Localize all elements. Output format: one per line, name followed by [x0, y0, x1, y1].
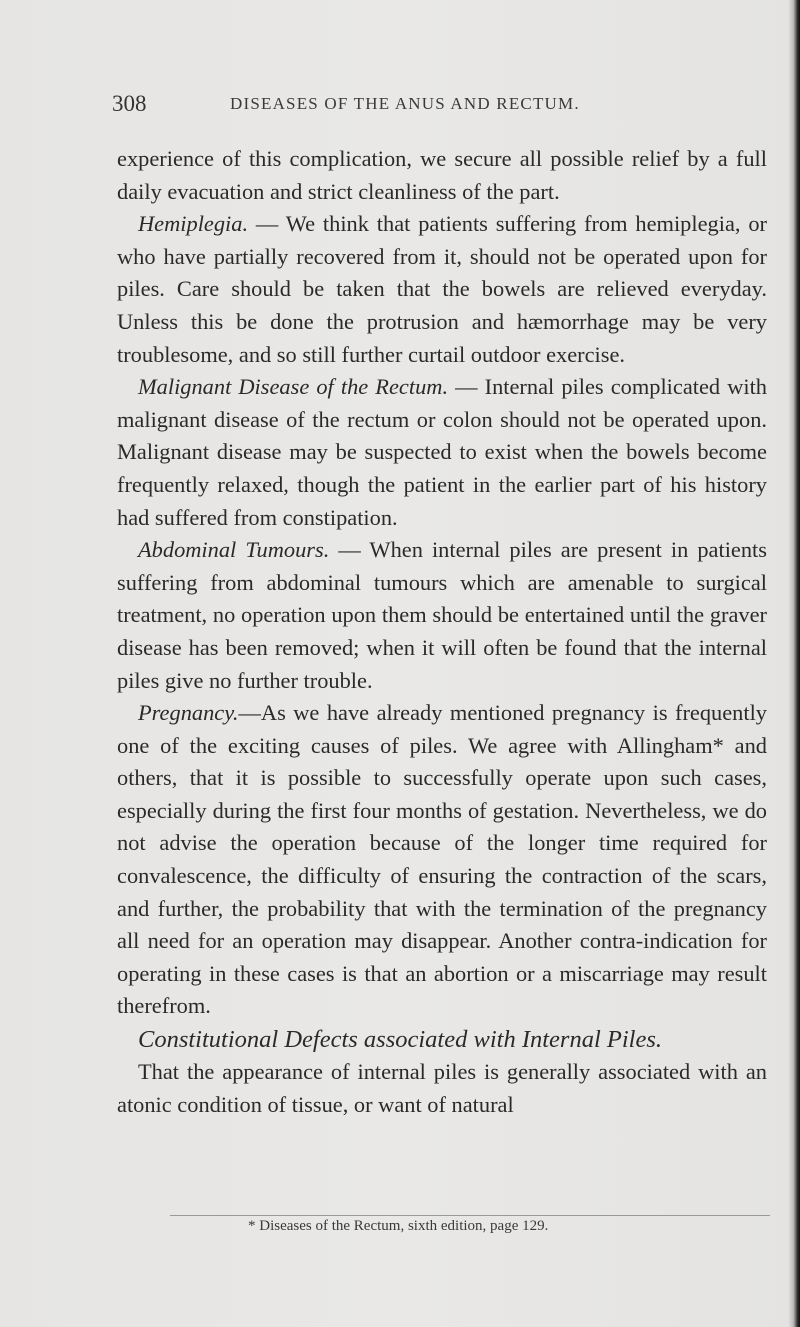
paragraph-constitutional: That the appearance of internal piles is generally associated with an atonic condition of tissue, or want of natural	[117, 1059, 767, 1117]
paragraph-text: — Internal piles complicated with malignant disease of the rectum or colon should not be operated upon. Malignant disease may be suspected to exist when the bowels become frequently relaxed, though the patient in the earlier part of his history had suffered from constipation.	[117, 374, 768, 530]
paragraph-hemiplegia	[117, 208, 767, 371]
paragraph-abdominal-tumours	[117, 534, 767, 697]
section-heading: Constitutional Defects associated with Internal Piles.	[138, 1026, 662, 1054]
footnote-divider	[170, 1215, 770, 1216]
running-title: DISEASES OF THE ANUS AND RECTUM.	[230, 94, 580, 113]
paragraph-lead: Abdominal Tumours.	[138, 537, 330, 563]
paragraph-intro	[117, 143, 767, 208]
paragraph-text: —As we have already mentioned pregnancy is frequently one of the exciting causes of piles. We agree with Allingham* and others, that it is possible to successfully operate upon such cases, especially during the first four months of gestation. Nevertheless, we do not advise the operation because of the longer time required for convalescence, the difficulty of ensuring the contraction of the scars, and further, the probability that with the termination of the pregnancy all need for an operation may disappear. Another contra-indication for operating in these cases is that an abortion or a miscarriage may result therefrom.	[117, 700, 767, 1019]
page-edge-shadow	[788, 0, 800, 1327]
paragraph-lead: Malignant Disease of the Rectum.	[138, 374, 449, 400]
body-text	[117, 143, 767, 1121]
footnote: * Diseases of the Rectum, sixth edition, page 129.	[248, 1218, 549, 1234]
page-number: 308	[112, 91, 147, 116]
paragraph-pregnancy	[117, 697, 767, 1023]
page-header	[112, 91, 772, 119]
paragraph-lead: Pregnancy.	[138, 700, 239, 726]
paragraph-text: — When internal piles are present in patients suffering from abdominal tumours which are amenable to surgical treatment, no operation upon them should be entertained until the graver disease has been removed; when it will often be found that the internal piles give no further trouble.	[117, 537, 767, 693]
paragraph-lead: Hemiplegia.	[138, 211, 249, 237]
paragraph-text: experience of this complication, we secure all possible relief by a full daily evacuation and strict cleanliness of the part.	[117, 146, 767, 204]
paragraph-text: — We think that patients suffering from hemiplegia, or who have partially recovered from it, should not be operated upon for piles. Care should be taken that the bowels are relieved everyday. Unless this be done the protrusion and hæmorrhage may be very troublesome, and so still further curtail outdoor exercise.	[117, 211, 767, 367]
paragraph-malignant-disease	[117, 371, 767, 534]
